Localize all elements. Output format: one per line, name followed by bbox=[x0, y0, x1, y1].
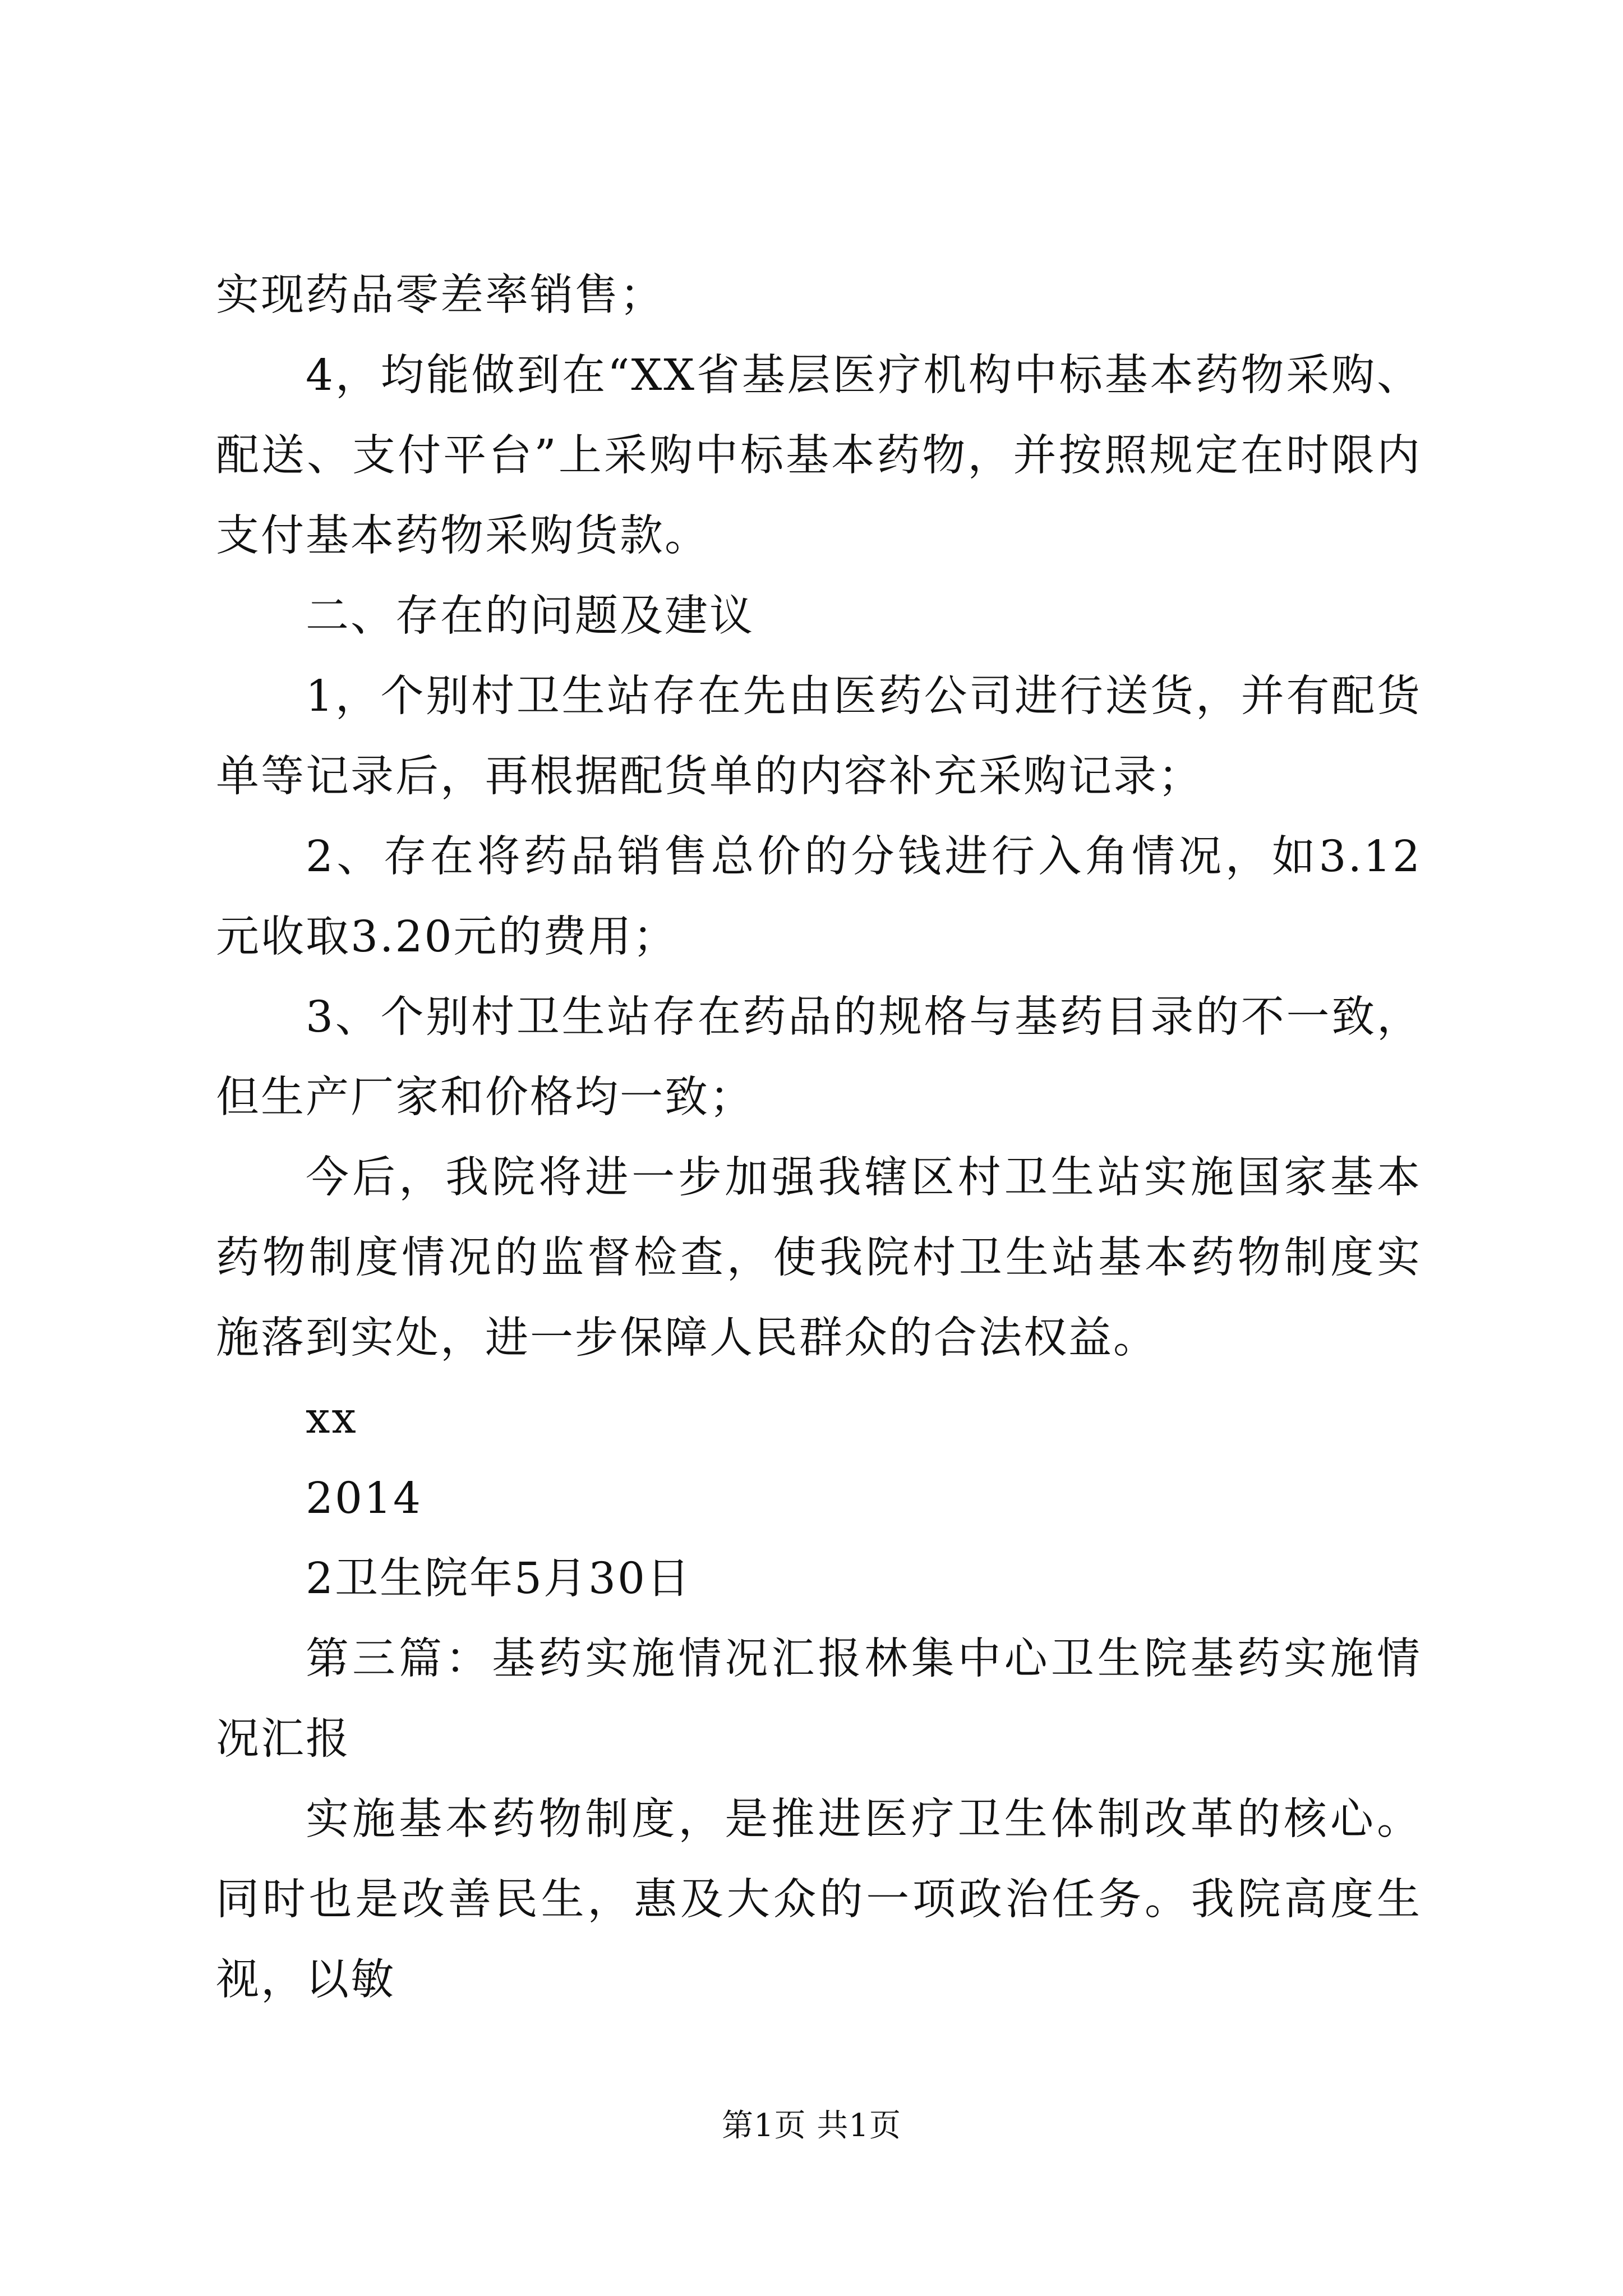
paragraph-problem-3: 3、个别村卫生站存在药品的规格与基药目录的不一致，但生产厂家和价格均一致； bbox=[216, 992, 1422, 1122]
paragraph-continuation: 实现药品零差率销售； bbox=[216, 270, 665, 320]
document-body bbox=[216, 255, 1422, 2020]
signature-year: 2014 bbox=[306, 1474, 422, 1524]
page-footer: 第1页 共1页 bbox=[721, 2108, 902, 2144]
section-heading-part-three: 第三篇：基药实施情况汇报林集中心卫生院基药实施情况汇报 bbox=[216, 1634, 1422, 1764]
paragraph-conclusion: 今后，我院将进一步加强我辖区村卫生站实施国家基本药物制度情况的监督检查，使我院村卫生站基本药物制度实施落到实处，进一步保障人民群众的合法权益。 bbox=[216, 1153, 1422, 1363]
paragraph-part-three-intro: 实施基本药物制度，是推进医疗卫生体制改革的核心。同时也是改善民生，惠及大众的一项政治任务。我院高度生视，以敏 bbox=[216, 1795, 1422, 2005]
paragraph-problem-2: 2、存在将药品销售总价的分钱进行入角情况，如3.12元收取3.20元的费用； bbox=[216, 832, 1422, 962]
signature-org: xx bbox=[306, 1393, 358, 1443]
signature-date: 2卫生院年5月30日 bbox=[306, 1554, 691, 1604]
paragraph-problem-1: 1，个别村卫生站存在先由医药公司进行送货，并有配货单等记录后，再根据配货单的内容补充采购记录； bbox=[216, 671, 1422, 802]
section-heading-problems: 二、存在的问题及建议 bbox=[306, 591, 754, 641]
paragraph-item-4: 4，均能做到在“XX省基层医疗机构中标基本药物采购、配送、支付平台”上采购中标基本药物，并按照规定在时限内支付基本药物采购货款。 bbox=[216, 351, 1422, 561]
